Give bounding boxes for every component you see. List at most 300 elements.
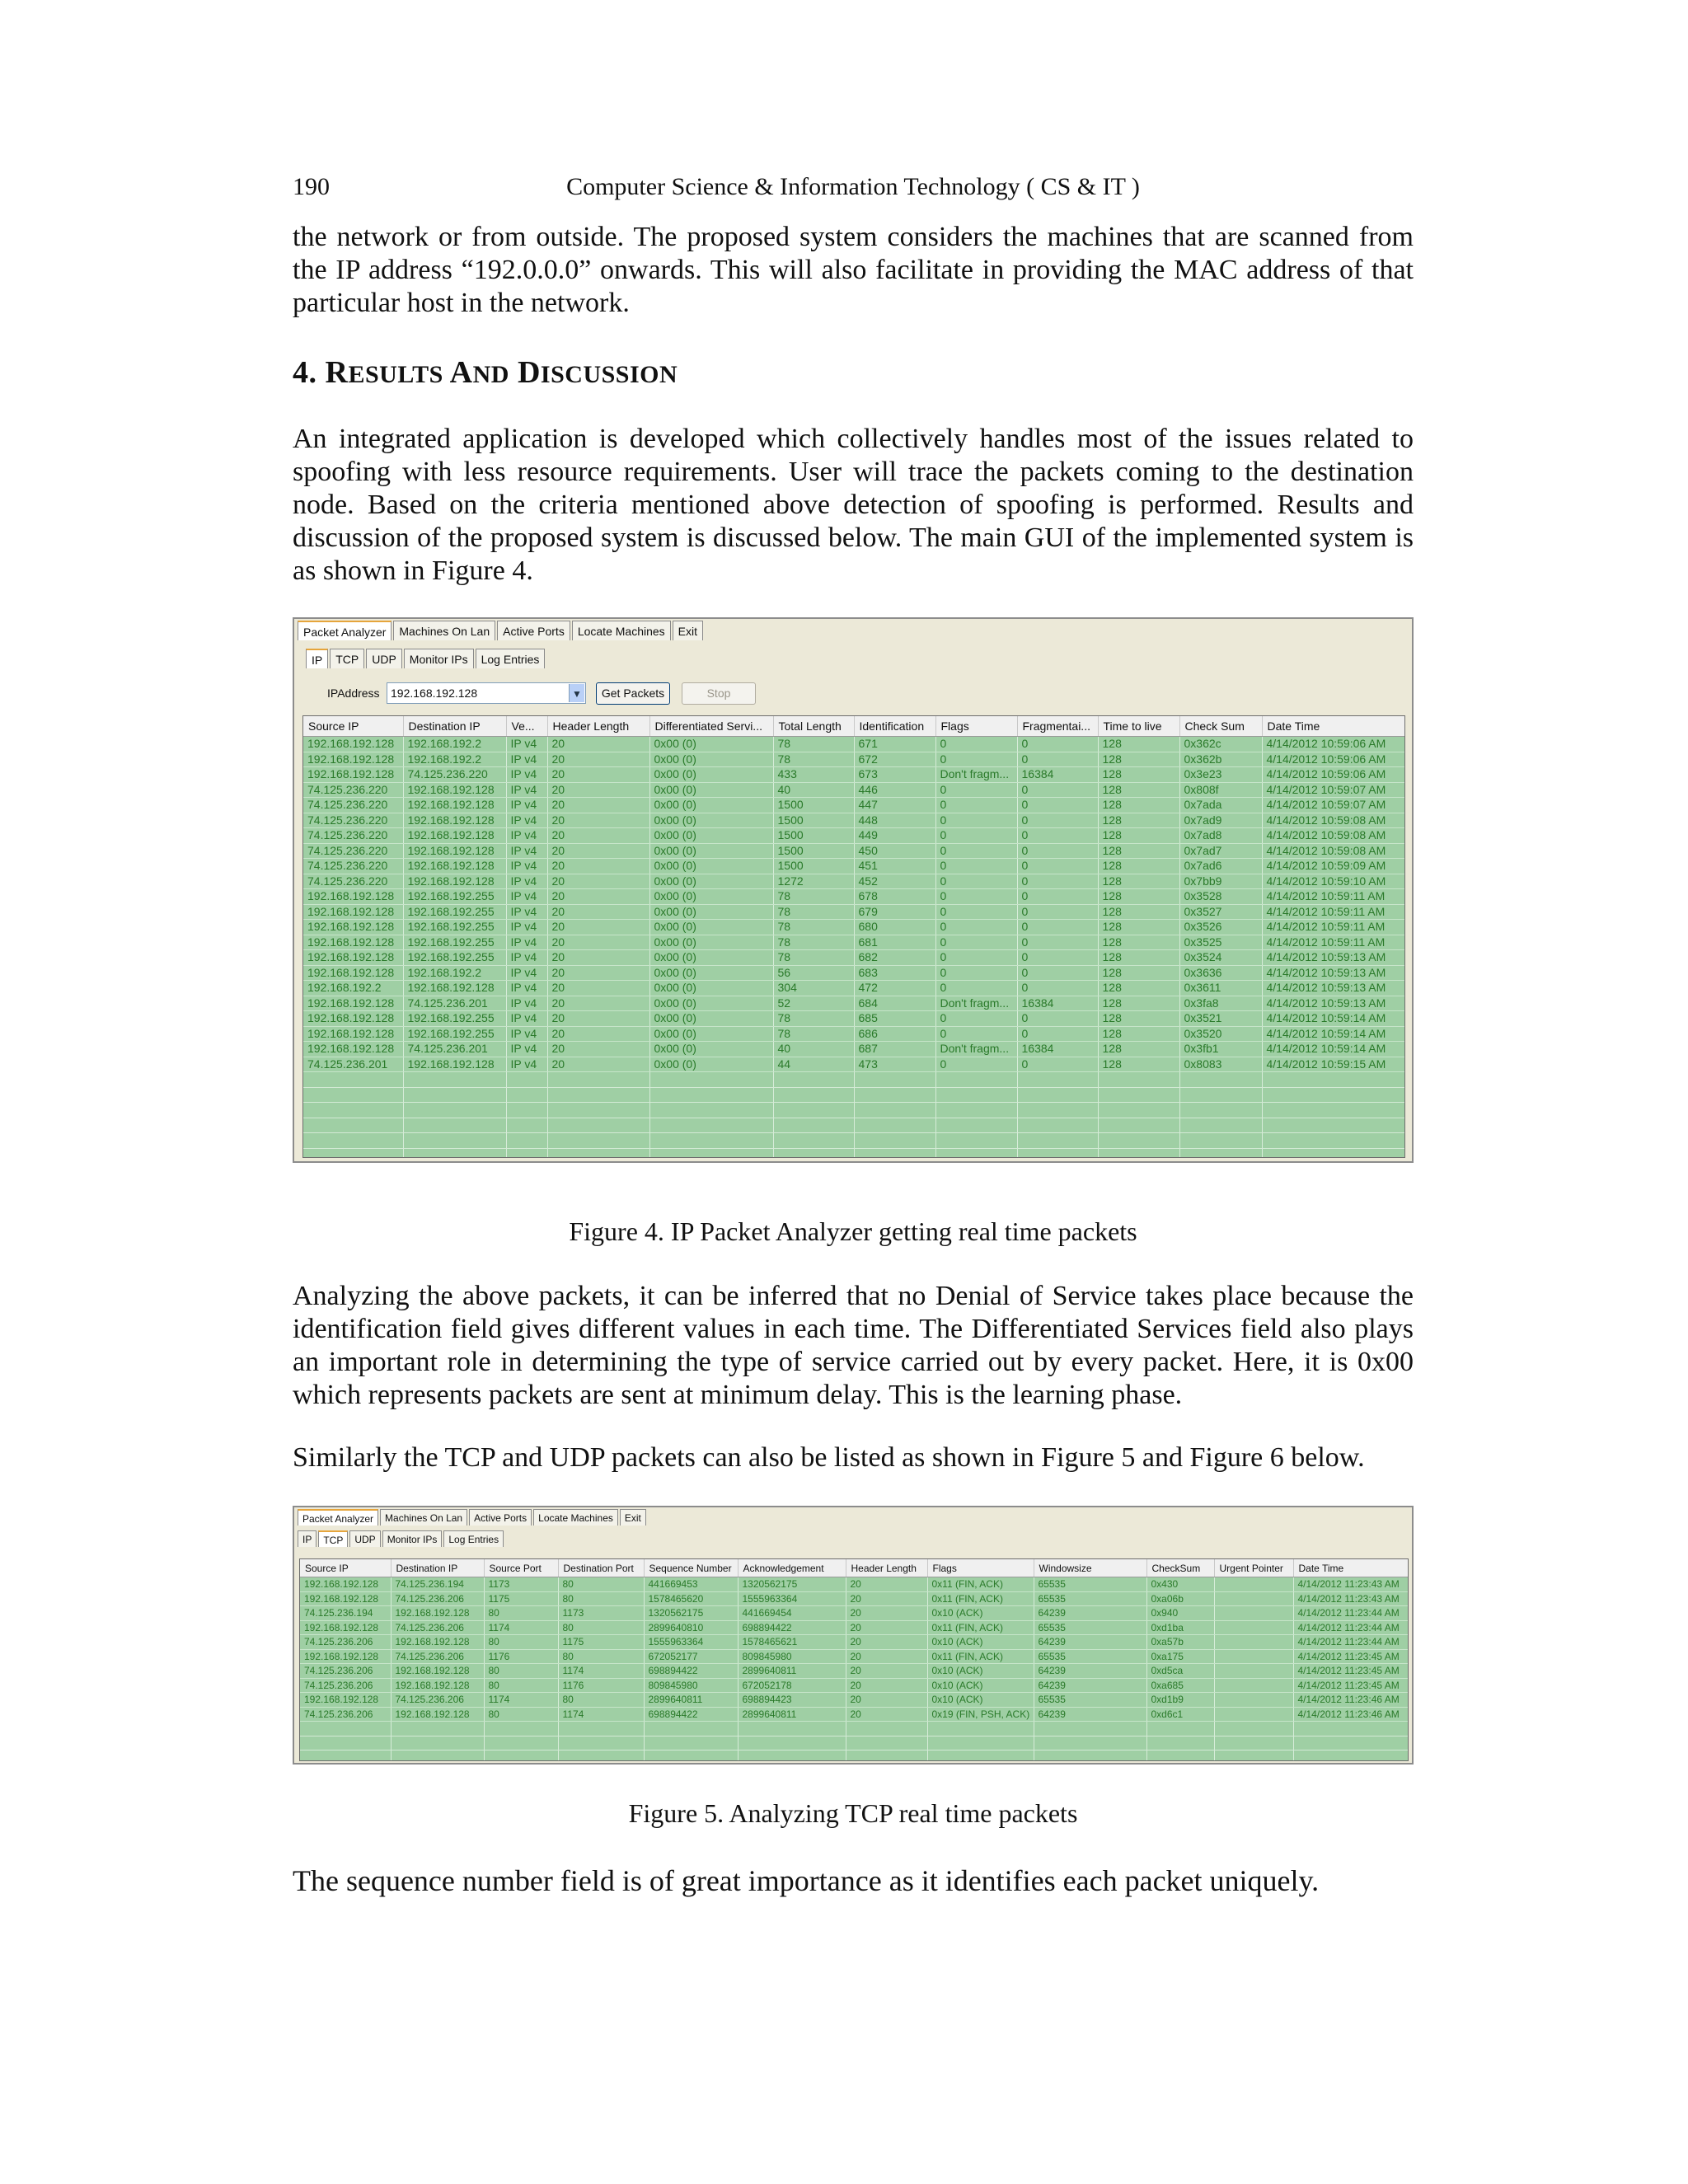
table-row[interactable] xyxy=(303,737,1405,752)
table-cell: 192.168.192.128 xyxy=(303,752,403,767)
table-cell: 0x00 (0) xyxy=(649,798,773,813)
empty-cell xyxy=(303,1133,403,1149)
table-row[interactable] xyxy=(300,1620,1409,1635)
table-cell: 80 xyxy=(558,1620,644,1635)
subtab-tcp[interactable]: TCP xyxy=(318,1530,348,1547)
table-cell: 80 xyxy=(484,1678,558,1693)
table-cell: 192.168.192.128 xyxy=(403,798,506,813)
table-cell: 0x00 (0) xyxy=(649,737,773,752)
empty-table-row xyxy=(303,1103,1405,1118)
table-cell: 0x00 (0) xyxy=(649,843,773,859)
table-cell: 20 xyxy=(547,1011,649,1027)
table-cell: 74.125.236.206 xyxy=(300,1707,391,1722)
table-cell: IP v4 xyxy=(506,737,547,752)
subtab-log-entries[interactable]: Log Entries xyxy=(443,1530,504,1547)
table-cell: 20 xyxy=(846,1649,927,1664)
empty-cell xyxy=(846,1736,927,1750)
table-row[interactable] xyxy=(303,1026,1405,1042)
table-row[interactable] xyxy=(303,920,1405,935)
tab-exit[interactable]: Exit xyxy=(620,1509,646,1526)
empty-cell xyxy=(1214,1722,1293,1736)
empty-cell xyxy=(1262,1118,1405,1133)
tab-packet-analyzer[interactable]: Packet Analyzer xyxy=(298,621,392,640)
table-cell xyxy=(1214,1707,1293,1722)
table-row[interactable] xyxy=(303,1042,1405,1057)
table-cell: 80 xyxy=(558,1591,644,1606)
empty-table-row xyxy=(300,1736,1409,1750)
table-cell: 0xd6c1 xyxy=(1146,1707,1214,1722)
empty-cell xyxy=(1293,1722,1409,1736)
tab-packet-analyzer[interactable]: Packet Analyzer xyxy=(298,1509,378,1526)
table-cell: 0 xyxy=(935,950,1017,966)
table-cell: 0 xyxy=(935,859,1017,874)
table-cell: IP v4 xyxy=(506,904,547,920)
section-title-part: D xyxy=(517,355,541,390)
table-cell: 1555963364 xyxy=(644,1635,738,1650)
table-row[interactable] xyxy=(303,889,1405,905)
table-row[interactable] xyxy=(303,874,1405,889)
empty-cell xyxy=(644,1736,738,1750)
table-cell: 1500 xyxy=(773,843,854,859)
empty-cell xyxy=(391,1722,484,1736)
page-number: 190 xyxy=(293,173,330,200)
table-cell: 0x11 (FIN, ACK) xyxy=(927,1649,1034,1664)
table-cell: 0x7ada xyxy=(1179,798,1262,813)
empty-cell xyxy=(1146,1750,1214,1762)
table-cell: 128 xyxy=(1098,737,1179,752)
empty-cell xyxy=(854,1087,935,1103)
table-cell: 0 xyxy=(1017,737,1098,752)
table-cell: 0 xyxy=(1017,859,1098,874)
table-cell: 4/14/2012 10:59:11 AM xyxy=(1262,904,1405,920)
table-cell: Don't fragm... xyxy=(935,996,1017,1011)
table-row[interactable] xyxy=(300,1577,1409,1592)
table-row[interactable] xyxy=(303,843,1405,859)
table-cell: 192.168.192.128 xyxy=(391,1678,484,1693)
table-cell: 0 xyxy=(935,1057,1017,1072)
table-header-row xyxy=(303,716,1405,737)
empty-cell xyxy=(506,1072,547,1088)
table-cell xyxy=(1214,1577,1293,1592)
table-row[interactable] xyxy=(303,935,1405,950)
column-header-acknowledgement[interactable]: Acknowledgement xyxy=(738,1559,846,1577)
table-cell: 4/14/2012 10:59:11 AM xyxy=(1262,935,1405,950)
table-cell: IP v4 xyxy=(506,767,547,783)
table-row[interactable] xyxy=(300,1664,1409,1679)
column-header-flags[interactable]: Flags xyxy=(927,1559,1034,1577)
empty-cell xyxy=(1179,1072,1262,1088)
table-cell: 64239 xyxy=(1034,1678,1146,1693)
empty-table-row xyxy=(300,1750,1409,1762)
table-cell: 65535 xyxy=(1034,1693,1146,1708)
table-cell: 128 xyxy=(1098,889,1179,905)
table-row[interactable] xyxy=(303,813,1405,828)
empty-cell xyxy=(1098,1133,1179,1149)
table-cell: 672052178 xyxy=(738,1678,846,1693)
table-cell xyxy=(1214,1678,1293,1693)
table-cell: 65535 xyxy=(1034,1577,1146,1592)
table-row[interactable] xyxy=(300,1707,1409,1722)
empty-cell xyxy=(1262,1103,1405,1118)
table-cell: 0xa57b xyxy=(1146,1635,1214,1650)
tcp-packets-grid[interactable] xyxy=(299,1558,1409,1761)
table-cell: 447 xyxy=(854,798,935,813)
table-row[interactable] xyxy=(300,1635,1409,1650)
empty-table-row xyxy=(303,1087,1405,1103)
table-cell: 0x00 (0) xyxy=(649,904,773,920)
table-cell: 128 xyxy=(1098,859,1179,874)
table-cell: 20 xyxy=(547,1026,649,1042)
chevron-down-icon[interactable]: ▼ xyxy=(569,684,584,702)
table-cell: 78 xyxy=(773,737,854,752)
table-row[interactable] xyxy=(303,1011,1405,1027)
table-cell: 0x7bb9 xyxy=(1179,874,1262,889)
table-cell: 449 xyxy=(854,828,935,844)
empty-cell xyxy=(854,1103,935,1118)
table-row[interactable] xyxy=(303,996,1405,1011)
subtab-tcp[interactable]: TCP xyxy=(330,649,364,668)
table-row[interactable] xyxy=(303,859,1405,874)
subtab-monitor-ips[interactable]: Monitor IPs xyxy=(404,649,474,668)
column-header-total-length[interactable]: Total Length xyxy=(773,716,854,737)
column-header-identification[interactable]: Identification xyxy=(854,716,935,737)
empty-cell xyxy=(1017,1072,1098,1088)
table-cell: 0xa06b xyxy=(1146,1591,1214,1606)
empty-cell xyxy=(649,1133,773,1149)
table-cell: 450 xyxy=(854,843,935,859)
empty-cell xyxy=(403,1118,506,1133)
table-row[interactable] xyxy=(303,798,1405,813)
table-cell: 0 xyxy=(1017,752,1098,767)
table-cell: 128 xyxy=(1098,767,1179,783)
table-row[interactable] xyxy=(300,1591,1409,1606)
table-row[interactable] xyxy=(303,950,1405,966)
table-cell: 65535 xyxy=(1034,1649,1146,1664)
table-cell: 0 xyxy=(1017,843,1098,859)
table-cell xyxy=(1214,1591,1293,1606)
tcp-packets-table xyxy=(300,1559,1409,1761)
table-cell: 20 xyxy=(547,752,649,767)
table-cell: 698894422 xyxy=(738,1620,846,1635)
table-cell: 0 xyxy=(1017,1057,1098,1072)
table-cell: 192.168.192.128 xyxy=(303,1026,403,1042)
subtab-monitor-ips[interactable]: Monitor IPs xyxy=(382,1530,443,1547)
empty-cell xyxy=(403,1087,506,1103)
tab-locate-machines[interactable]: Locate Machines xyxy=(572,621,671,640)
empty-cell xyxy=(506,1118,547,1133)
table-cell: 192.168.192.128 xyxy=(403,828,506,844)
table-cell: 0x00 (0) xyxy=(649,981,773,996)
table-cell: 0xd1b9 xyxy=(1146,1693,1214,1708)
table-cell: IP v4 xyxy=(506,889,547,905)
table-cell: 64239 xyxy=(1034,1606,1146,1621)
table-cell: 0x7ad9 xyxy=(1179,813,1262,828)
table-cell: 0x00 (0) xyxy=(649,1026,773,1042)
tab-exit[interactable]: Exit xyxy=(673,621,703,640)
table-cell: 0x00 (0) xyxy=(649,1011,773,1027)
table-cell: 192.168.192.128 xyxy=(403,874,506,889)
table-row[interactable] xyxy=(303,782,1405,798)
column-header-check-sum[interactable]: Check Sum xyxy=(1179,716,1262,737)
table-cell: 192.168.192.128 xyxy=(303,935,403,950)
empty-cell xyxy=(1146,1722,1214,1736)
table-cell: 0 xyxy=(935,782,1017,798)
table-cell: 192.168.192.128 xyxy=(403,1057,506,1072)
empty-cell xyxy=(558,1736,644,1750)
tab-active-ports[interactable]: Active Ports xyxy=(497,621,570,640)
empty-cell xyxy=(644,1722,738,1736)
column-header-urgent-pointer[interactable]: Urgent Pointer xyxy=(1214,1559,1293,1577)
table-cell: 1555963364 xyxy=(738,1591,846,1606)
column-header-destination-ip[interactable]: Destination IP xyxy=(403,716,506,737)
paragraph-tcp-udp: Similarly the TCP and UDP packets can also be listed as shown in Figure 5 and Figure 6 below. xyxy=(293,1442,1365,1473)
table-cell: 74.125.236.201 xyxy=(403,996,506,1011)
table-cell: 698894422 xyxy=(644,1664,738,1679)
table-cell: IP v4 xyxy=(506,965,547,981)
empty-cell xyxy=(391,1736,484,1750)
column-header-ve[interactable]: Ve... xyxy=(506,716,547,737)
table-cell: 20 xyxy=(547,874,649,889)
table-cell: 192.168.192.128 xyxy=(303,996,403,1011)
table-cell: 74.125.236.220 xyxy=(403,767,506,783)
tab-locate-machines[interactable]: Locate Machines xyxy=(533,1509,618,1526)
table-row[interactable] xyxy=(300,1678,1409,1693)
get-packets-button[interactable]: Get Packets xyxy=(596,682,670,705)
empty-cell xyxy=(547,1118,649,1133)
table-cell: 685 xyxy=(854,1011,935,1027)
table-cell: 678 xyxy=(854,889,935,905)
tab-active-ports[interactable]: Active Ports xyxy=(469,1509,532,1526)
empty-cell xyxy=(854,1072,935,1088)
column-header-header-length[interactable]: Header Length xyxy=(846,1559,927,1577)
table-cell: 192.168.192.128 xyxy=(403,843,506,859)
table-cell: 80 xyxy=(484,1664,558,1679)
column-header-source-ip[interactable]: Source IP xyxy=(303,716,403,737)
column-header-header-length[interactable]: Header Length xyxy=(547,716,649,737)
empty-table-row xyxy=(300,1722,1409,1736)
table-cell: 20 xyxy=(547,859,649,874)
empty-cell xyxy=(506,1103,547,1118)
empty-cell xyxy=(854,1148,935,1158)
empty-cell xyxy=(644,1750,738,1762)
empty-cell xyxy=(1179,1087,1262,1103)
column-header-sequence-number[interactable]: Sequence Number xyxy=(644,1559,738,1577)
table-cell: 128 xyxy=(1098,828,1179,844)
empty-cell xyxy=(854,1133,935,1149)
section-title-part: ESULTS xyxy=(348,361,443,388)
empty-cell xyxy=(300,1722,391,1736)
column-header-flags[interactable]: Flags xyxy=(935,716,1017,737)
table-cell: 128 xyxy=(1098,1026,1179,1042)
table-cell: 192.168.192.128 xyxy=(303,920,403,935)
empty-cell xyxy=(773,1103,854,1118)
ip-address-value: 192.168.192.128 xyxy=(391,687,478,700)
table-cell: 4/14/2012 11:23:43 AM xyxy=(1293,1577,1409,1592)
table-cell: 0 xyxy=(935,965,1017,981)
table-cell: 0 xyxy=(1017,935,1098,950)
table-cell: Don't fragm... xyxy=(935,1042,1017,1057)
column-header-destination-ip[interactable]: Destination IP xyxy=(391,1559,484,1577)
empty-cell xyxy=(547,1103,649,1118)
table-cell: 0xd1ba xyxy=(1146,1620,1214,1635)
table-cell: 0x00 (0) xyxy=(649,935,773,950)
empty-cell xyxy=(738,1736,846,1750)
table-cell: 0x7ad6 xyxy=(1179,859,1262,874)
table-cell: 0xd5ca xyxy=(1146,1664,1214,1679)
column-header-checksum[interactable]: CheckSum xyxy=(1146,1559,1214,1577)
empty-cell xyxy=(547,1072,649,1088)
empty-cell xyxy=(773,1072,854,1088)
table-row[interactable] xyxy=(300,1649,1409,1664)
table-cell: 4/14/2012 10:59:08 AM xyxy=(1262,828,1405,844)
table-cell: 0 xyxy=(935,904,1017,920)
table-cell: 192.168.192.255 xyxy=(403,904,506,920)
subtab-log-entries[interactable]: Log Entries xyxy=(476,649,546,668)
table-cell: 4/14/2012 11:23:46 AM xyxy=(1293,1693,1409,1708)
tab-machines-on-lan[interactable]: Machines On Lan xyxy=(393,621,495,640)
column-header-windowsize[interactable]: Windowsize xyxy=(1034,1559,1146,1577)
table-row[interactable] xyxy=(303,752,1405,767)
table-cell: 192.168.192.128 xyxy=(403,782,506,798)
table-cell: 16384 xyxy=(1017,996,1098,1011)
column-header-date-time[interactable]: Date Time xyxy=(1293,1559,1409,1577)
table-cell: IP v4 xyxy=(506,935,547,950)
table-cell: 2899640811 xyxy=(738,1707,846,1722)
ip-packets-table xyxy=(303,716,1405,1158)
table-cell: 128 xyxy=(1098,965,1179,981)
section-title-part: ND xyxy=(472,361,509,388)
table-cell: 0x10 (ACK) xyxy=(927,1635,1034,1650)
table-cell: 192.168.192.2 xyxy=(403,737,506,752)
sub-tab-strip xyxy=(306,649,545,668)
empty-cell xyxy=(935,1133,1017,1149)
subtab-ip[interactable]: IP xyxy=(306,649,328,668)
empty-cell xyxy=(303,1072,403,1088)
table-cell: 0 xyxy=(1017,889,1098,905)
table-cell: 0x3525 xyxy=(1179,935,1262,950)
table-cell: 20 xyxy=(547,1057,649,1072)
empty-cell xyxy=(1146,1736,1214,1750)
table-cell: 192.168.192.128 xyxy=(303,1042,403,1057)
column-header-differentiated-servi[interactable]: Differentiated Servi... xyxy=(649,716,773,737)
empty-cell xyxy=(547,1148,649,1158)
table-cell: 20 xyxy=(846,1606,927,1621)
table-cell: 1500 xyxy=(773,828,854,844)
empty-cell xyxy=(303,1118,403,1133)
paragraph-sequence: The sequence number field is of great importance as it identifies each packet uniquely. xyxy=(293,1864,1320,1897)
subtab-udp[interactable]: UDP xyxy=(366,649,402,668)
table-cell: 0 xyxy=(935,981,1017,996)
table-cell: 20 xyxy=(547,981,649,996)
column-header-source-port[interactable]: Source Port xyxy=(484,1559,558,1577)
table-cell: 128 xyxy=(1098,798,1179,813)
table-row[interactable] xyxy=(303,828,1405,844)
table-cell xyxy=(1214,1606,1293,1621)
empty-cell xyxy=(773,1087,854,1103)
table-cell: 4/14/2012 11:23:43 AM xyxy=(1293,1591,1409,1606)
subtab-udp[interactable]: UDP xyxy=(349,1530,380,1547)
empty-cell xyxy=(391,1750,484,1762)
table-cell: 74.125.236.194 xyxy=(391,1577,484,1592)
table-cell: 78 xyxy=(773,889,854,905)
table-cell: 683 xyxy=(854,965,935,981)
table-cell: 1176 xyxy=(558,1678,644,1693)
table-row[interactable] xyxy=(300,1606,1409,1621)
table-cell: 0x11 (FIN, ACK) xyxy=(927,1591,1034,1606)
empty-cell xyxy=(1017,1133,1098,1149)
table-cell: 0 xyxy=(1017,981,1098,996)
table-cell: 192.168.192.128 xyxy=(300,1577,391,1592)
table-cell: 74.125.236.220 xyxy=(303,813,403,828)
empty-cell xyxy=(303,1103,403,1118)
table-row[interactable] xyxy=(300,1693,1409,1708)
table-cell: 0 xyxy=(1017,920,1098,935)
table-cell: 0x3524 xyxy=(1179,950,1262,966)
table-header-row xyxy=(300,1559,1409,1577)
table-cell: 673 xyxy=(854,767,935,783)
tab-machines-on-lan[interactable]: Machines On Lan xyxy=(380,1509,467,1526)
table-cell: 0 xyxy=(935,752,1017,767)
table-row[interactable] xyxy=(303,1057,1405,1072)
table-cell: 1500 xyxy=(773,813,854,828)
table-cell: 0 xyxy=(935,935,1017,950)
column-header-time-to-live[interactable]: Time to live xyxy=(1098,716,1179,737)
table-cell: 192.168.192.128 xyxy=(303,889,403,905)
subtab-ip[interactable]: IP xyxy=(298,1530,316,1547)
column-header-fragmentai[interactable]: Fragmentai... xyxy=(1017,716,1098,737)
table-cell: 698894422 xyxy=(644,1707,738,1722)
ip-address-combo[interactable] xyxy=(387,682,586,704)
table-cell: 20 xyxy=(846,1635,927,1650)
table-cell: 0x00 (0) xyxy=(649,828,773,844)
table-row[interactable] xyxy=(303,767,1405,783)
table-cell: 0 xyxy=(1017,798,1098,813)
table-cell: 65535 xyxy=(1034,1591,1146,1606)
table-cell: 441669454 xyxy=(738,1606,846,1621)
table-cell: 74.125.236.206 xyxy=(391,1649,484,1664)
table-row[interactable] xyxy=(303,981,1405,996)
table-cell: 20 xyxy=(547,782,649,798)
table-cell: 74.125.236.206 xyxy=(300,1635,391,1650)
table-cell: 682 xyxy=(854,950,935,966)
table-cell xyxy=(1214,1620,1293,1635)
paragraph-intro: the network or from outside. The proposed system considers the machines that are scanned from the IP address “192.0.0.0” onwards. This will also facilitate in providing the MAC address of that particular host in the network. xyxy=(293,222,1414,318)
table-cell: 128 xyxy=(1098,782,1179,798)
ip-packets-grid[interactable] xyxy=(302,715,1405,1158)
table-cell: 0 xyxy=(935,889,1017,905)
table-cell: 698894423 xyxy=(738,1693,846,1708)
empty-cell xyxy=(935,1072,1017,1088)
table-cell: Don't fragm... xyxy=(935,767,1017,783)
empty-cell xyxy=(1098,1072,1179,1088)
section-title-part: A xyxy=(449,355,473,390)
table-cell: 20 xyxy=(547,996,649,1011)
table-cell: 192.168.192.128 xyxy=(303,767,403,783)
table-row[interactable] xyxy=(303,904,1405,920)
table-cell: 52 xyxy=(773,996,854,1011)
table-cell: 304 xyxy=(773,981,854,996)
stop-button[interactable]: Stop xyxy=(682,682,756,705)
empty-cell xyxy=(649,1148,773,1158)
table-cell: 56 xyxy=(773,965,854,981)
table-cell: 4/14/2012 10:59:07 AM xyxy=(1262,798,1405,813)
column-header-date-time[interactable]: Date Time xyxy=(1262,716,1405,737)
table-row[interactable] xyxy=(303,965,1405,981)
table-cell xyxy=(1214,1635,1293,1650)
table-cell: 686 xyxy=(854,1026,935,1042)
column-header-destination-port[interactable]: Destination Port xyxy=(558,1559,644,1577)
column-header-source-ip[interactable]: Source IP xyxy=(300,1559,391,1577)
